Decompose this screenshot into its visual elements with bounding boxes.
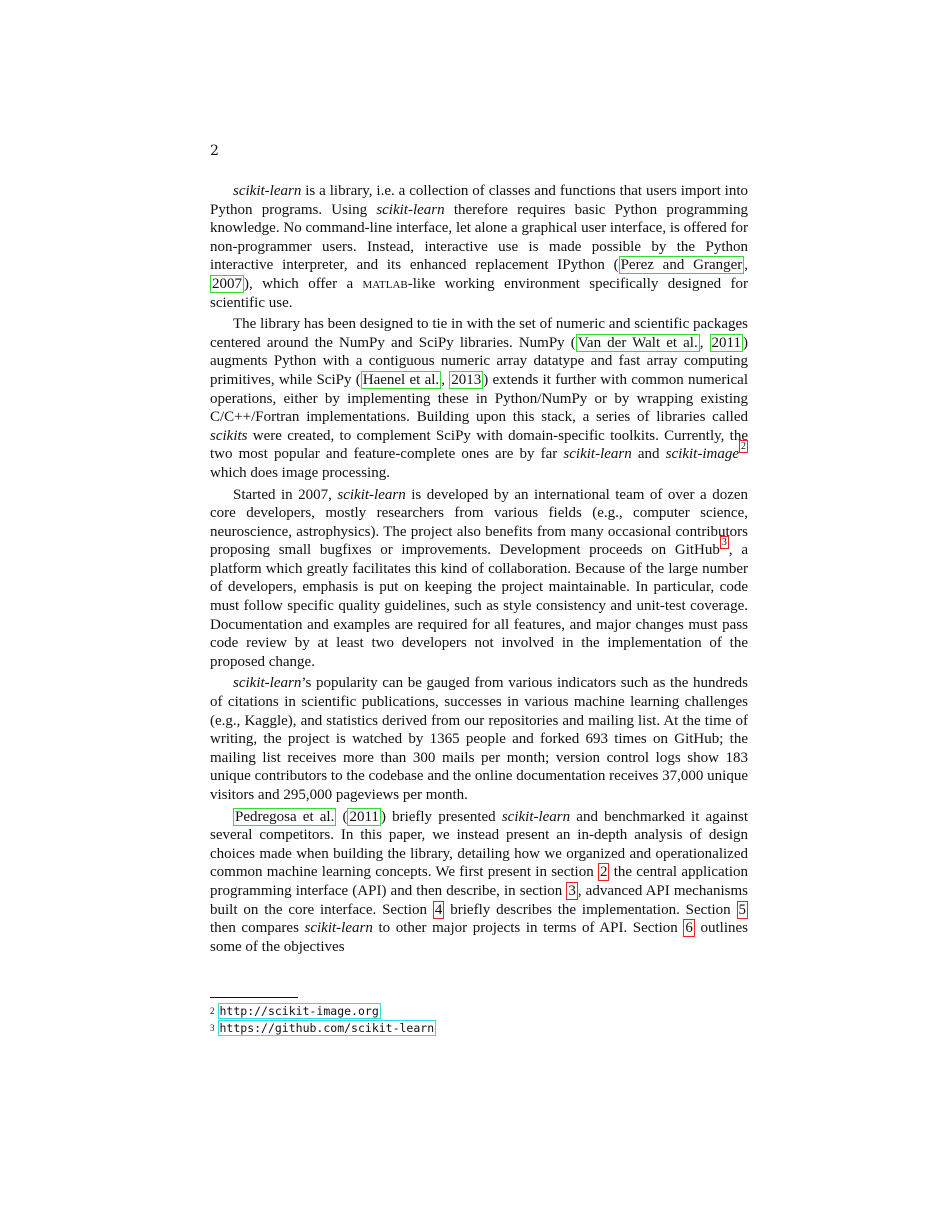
text: ) extends it further with common numerical operations, either by implementing these in Python/NumPy or by wrapping existing C/C++/Fortran implementations. Building upon this stack, a series of libraries called bbox=[210, 371, 748, 426]
footnote-2 bbox=[210, 1003, 436, 1020]
text: , bbox=[744, 257, 749, 274]
footnote-link-github[interactable]: https://github.com/scikit-learn bbox=[219, 1021, 435, 1035]
matlab-smallcaps: matlab bbox=[362, 275, 408, 292]
emphasis: scikit-learn bbox=[337, 486, 406, 503]
text: ( bbox=[336, 808, 348, 825]
text: outlines some of the objectives bbox=[210, 920, 749, 955]
emphasis: scikit-image bbox=[665, 446, 739, 463]
section-ref-2[interactable]: 2 bbox=[599, 864, 608, 881]
section-ref-4[interactable]: 4 bbox=[434, 901, 443, 918]
text: is a library, i.e. a collection of classes and functions that users import into Python programs. Using bbox=[210, 183, 748, 218]
section-ref-5[interactable]: 5 bbox=[738, 901, 746, 918]
paragraph-intro bbox=[210, 182, 748, 312]
text: The library has been designed to tie in with the set of numeric and scientific packages centered around the NumPy and SciPy libraries. NumPy ( bbox=[210, 316, 748, 351]
text: , advanced API mechanisms built on the core interface. Section bbox=[210, 882, 748, 918]
paragraph-popularity bbox=[210, 674, 748, 804]
text: ) augments Python with a contiguous numeric array datatype and fast array computing primitives, while SciPy ( bbox=[210, 334, 748, 388]
body-text bbox=[210, 182, 748, 959]
citation-year-2011[interactable]: 2011 bbox=[711, 334, 741, 351]
text: ’s popularity can be gauged from various indicators such as the hundreds of citations in scientific publications, successes in various machine learning challenges (e.g., Kaggle), and statistics derived from our repositories and mailing list. At the time of writing, the project is watched by 1365 people and forked 693 times on GitHub; the mailing list receives more than 300 mails per month; version control logs show 183 unique contributors to the codebase and the online documentation receives 37,000 unique visitors and 295,000 pageviews per month. bbox=[210, 675, 748, 803]
text: -like working environment specifically designed for scientific use. bbox=[210, 275, 748, 311]
text: then compares bbox=[210, 920, 305, 937]
emphasis: scikit-learn bbox=[501, 808, 571, 825]
citation-pedregosa[interactable]: Pedregosa et al. bbox=[235, 808, 335, 825]
citation-year-2013[interactable]: 2013 bbox=[451, 371, 482, 388]
text: and benchmarked it against several competitors. In this paper, we instead present an in-depth analysis of design choices made when building the library, detailing how we organized and operationalized common machine learning concepts. We first present in section bbox=[210, 808, 748, 881]
footnote-ref-3[interactable]: 3 bbox=[721, 537, 727, 549]
paragraph-outline bbox=[210, 808, 748, 957]
text: , bbox=[699, 334, 710, 351]
citation-haenel[interactable]: Haenel et al. bbox=[362, 371, 440, 388]
text: ) briefly presented bbox=[380, 808, 502, 825]
citation-perez-granger[interactable]: Perez and Granger bbox=[620, 257, 743, 274]
citation-year-2011b[interactable]: 2011 bbox=[349, 808, 379, 825]
text: ), which offer a bbox=[244, 275, 363, 292]
text: therefore requires basic Python programming knowledge. No command-line interface, let alone a graphical user interface, is offered for non-programmer users. Instead, interactive use is made possible by the Python interactive interpreter, and its enhanced replacement IPython ( bbox=[210, 201, 748, 274]
paragraph-development bbox=[210, 486, 748, 672]
footnote-mark: 2 bbox=[210, 1006, 215, 1016]
text: were created, to complement SciPy with domain-specific toolkits. Currently, the two most popular and feature-complete ones are by far bbox=[210, 427, 748, 463]
text: briefly describes the implementation. Section bbox=[444, 901, 737, 918]
footnote-ref-2[interactable]: 2 bbox=[741, 441, 746, 453]
text: to other major projects in terms of API. Section bbox=[372, 920, 684, 937]
footnote-3 bbox=[210, 1020, 436, 1037]
section-ref-3[interactable]: 3 bbox=[568, 882, 576, 899]
emphasis: scikits bbox=[210, 427, 248, 444]
text: Started in 2007, bbox=[233, 486, 338, 503]
text: is developed by an international team of over a dozen core developers, mostly researchers from various fields (e.g., computer science, neuroscience, astrophysics). The project also benefits from many occasional contributors proposing small bugfixes or improvements. Development proceeds on GitHub bbox=[210, 486, 749, 559]
emphasis: scikit-learn bbox=[233, 183, 302, 199]
text: the central application programming interface (API) and then describe, in section bbox=[210, 864, 748, 899]
emphasis: scikit-learn bbox=[563, 446, 632, 463]
citation-van-der-walt[interactable]: Van der Walt et al. bbox=[577, 334, 698, 351]
section-ref-6[interactable]: 6 bbox=[685, 920, 693, 937]
footnote-mark: 3 bbox=[210, 1023, 215, 1033]
text: which does image processing. bbox=[210, 464, 390, 481]
footnotes bbox=[210, 1003, 436, 1037]
emphasis: scikit-learn bbox=[233, 675, 302, 692]
citation-year-2007[interactable]: 2007 bbox=[212, 275, 242, 292]
emphasis: scikit-learn bbox=[304, 920, 373, 937]
text: and bbox=[631, 446, 666, 463]
footnote-link-scikit-image[interactable]: http://scikit-image.org bbox=[219, 1004, 379, 1018]
text: , a platform which greatly facilitates this kind of collaboration. Because of the large number of developers, emphasis is put on keeping the project maintainable. In particular, code must follow specific quality guidelines, such as style consistency and unit-test coverage. Documentation and examples are required for all features, and major changes must pass code review by at least two developers not involved in the implementation of the proposed change. bbox=[210, 542, 748, 670]
paragraph-ecosystem bbox=[210, 315, 748, 482]
text: , bbox=[441, 371, 450, 388]
page-number: 2 bbox=[210, 143, 219, 159]
emphasis: scikit-learn bbox=[376, 201, 445, 218]
footnote-divider bbox=[210, 997, 298, 998]
